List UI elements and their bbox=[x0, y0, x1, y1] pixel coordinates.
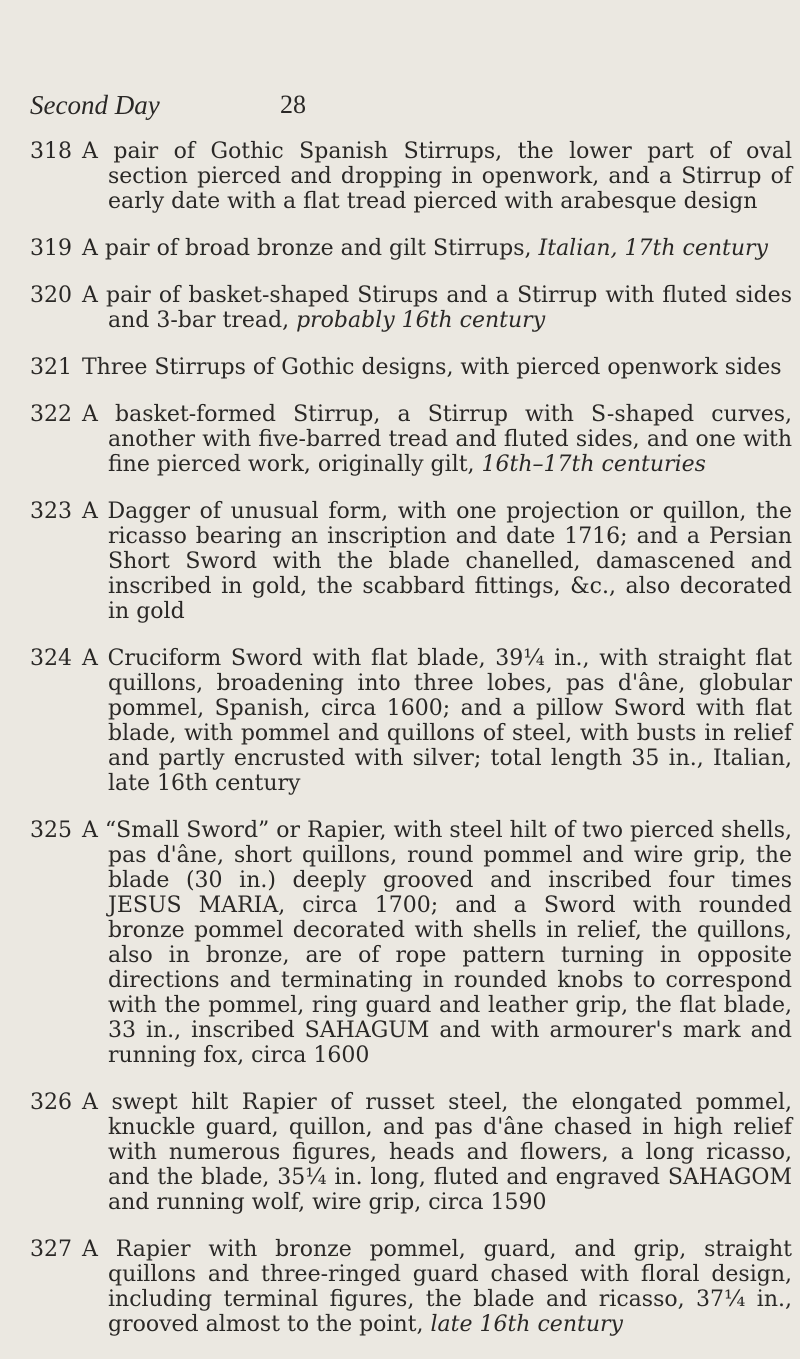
lot-entry bbox=[30, 1237, 792, 1337]
lot-number: 318 bbox=[30, 139, 72, 164]
lot-description: A pair of broad bronze and gilt Stirrups, Italian, 17th century bbox=[82, 236, 768, 261]
lot-number: 321 bbox=[30, 355, 72, 380]
page-number: 28 bbox=[280, 90, 306, 119]
lot-entry bbox=[30, 402, 792, 477]
page-header bbox=[30, 90, 770, 120]
lot-description: Three Stirrups of Gothic designs, with pierced openwork sides bbox=[82, 355, 782, 380]
running-title: Second Day bbox=[30, 90, 160, 120]
lot-description: A swept hilt Rapier of russet steel, the elongated pommel, knuckle guard, quillon, and pas d'âne chased in high relief with numerous figures, heads and flowers, a long ricasso, and the blade, 35¼ in. long, fluted and engraved SAHAGOM and running wolf, wire grip, circa 1590 bbox=[82, 1090, 792, 1215]
lot-description: A pair of basket-shaped Stirups and a Stirrup with fluted sides and 3-bar tread, probably 16th century bbox=[82, 283, 792, 333]
lot-number: 323 bbox=[30, 499, 72, 524]
lot-number: 319 bbox=[30, 236, 72, 261]
lot-entry bbox=[30, 139, 792, 214]
lot-description: A Rapier with bronze pommel, guard, and grip, straight quillons and three-ringed guard chased with floral design, including terminal figures, the blade and ricasso, 37¼ in., grooved almost to the point, late 16th century bbox=[82, 1237, 792, 1337]
lot-description: A Dagger of unusual form, with one projection or quillon, the ricasso bearing an inscription and date 1716; and a Persian Short Sword with the blade chanelled, damascened and inscribed in gold, the scabbard fittings, &c., also decorated in gold bbox=[82, 499, 792, 624]
lot-number: 320 bbox=[30, 283, 72, 308]
lot-description: A Cruciform Sword with flat blade, 39¼ in., with straight flat quillons, broadening into three lobes, pas d'âne, globular pommel, Spanish, circa 1600; and a pillow Sword with flat blade, with pommel and quillons of steel, with busts in relief and partly encrusted with silver; total length 35 in., Italian, late 16th century bbox=[82, 646, 792, 796]
lot-description: A “Small Sword” or Rapier, with steel hilt of two pierced shells, pas d'âne, short quillons, round pommel and wire grip, the blade (30 in.) deeply grooved and inscribed four times JESUS MARIA, circa 1700; and a Sword with rounded bronze pommel decorated with shells in relief, the quillons, also in bronze, are of rope pattern turning in opposite directions and terminating in rounded knobs to correspond with the pommel, ring guard and leather grip, the flat blade, 33 in., inscribed SAHAGUM and with armourer's mark and running fox, circa 1600 bbox=[82, 818, 792, 1068]
lot-list bbox=[30, 139, 792, 1359]
lot-number: 324 bbox=[30, 646, 72, 671]
lot-entry bbox=[30, 283, 792, 333]
lot-description: A basket-formed Stirrup, a Stirrup with S-shaped curves, another with five-barred tread and fluted sides, and one with fine pierced work, originally gilt, 16th–17th centuries bbox=[82, 402, 792, 477]
lot-entry bbox=[30, 355, 780, 380]
lot-description: A pair of Gothic Spanish Stirrups, the lower part of oval section pierced and dropping in openwork, and a Stirrup of early date with a flat tread pierced with arabesque design bbox=[82, 139, 792, 214]
lot-number: 327 bbox=[30, 1237, 72, 1262]
lot-entry bbox=[30, 236, 780, 261]
lot-entry bbox=[30, 1090, 792, 1215]
lot-entry bbox=[30, 499, 792, 624]
lot-number: 322 bbox=[30, 402, 72, 427]
lot-entry bbox=[30, 646, 792, 796]
lot-number: 325 bbox=[30, 818, 72, 843]
lot-entry bbox=[30, 818, 792, 1068]
lot-number: 326 bbox=[30, 1090, 72, 1115]
